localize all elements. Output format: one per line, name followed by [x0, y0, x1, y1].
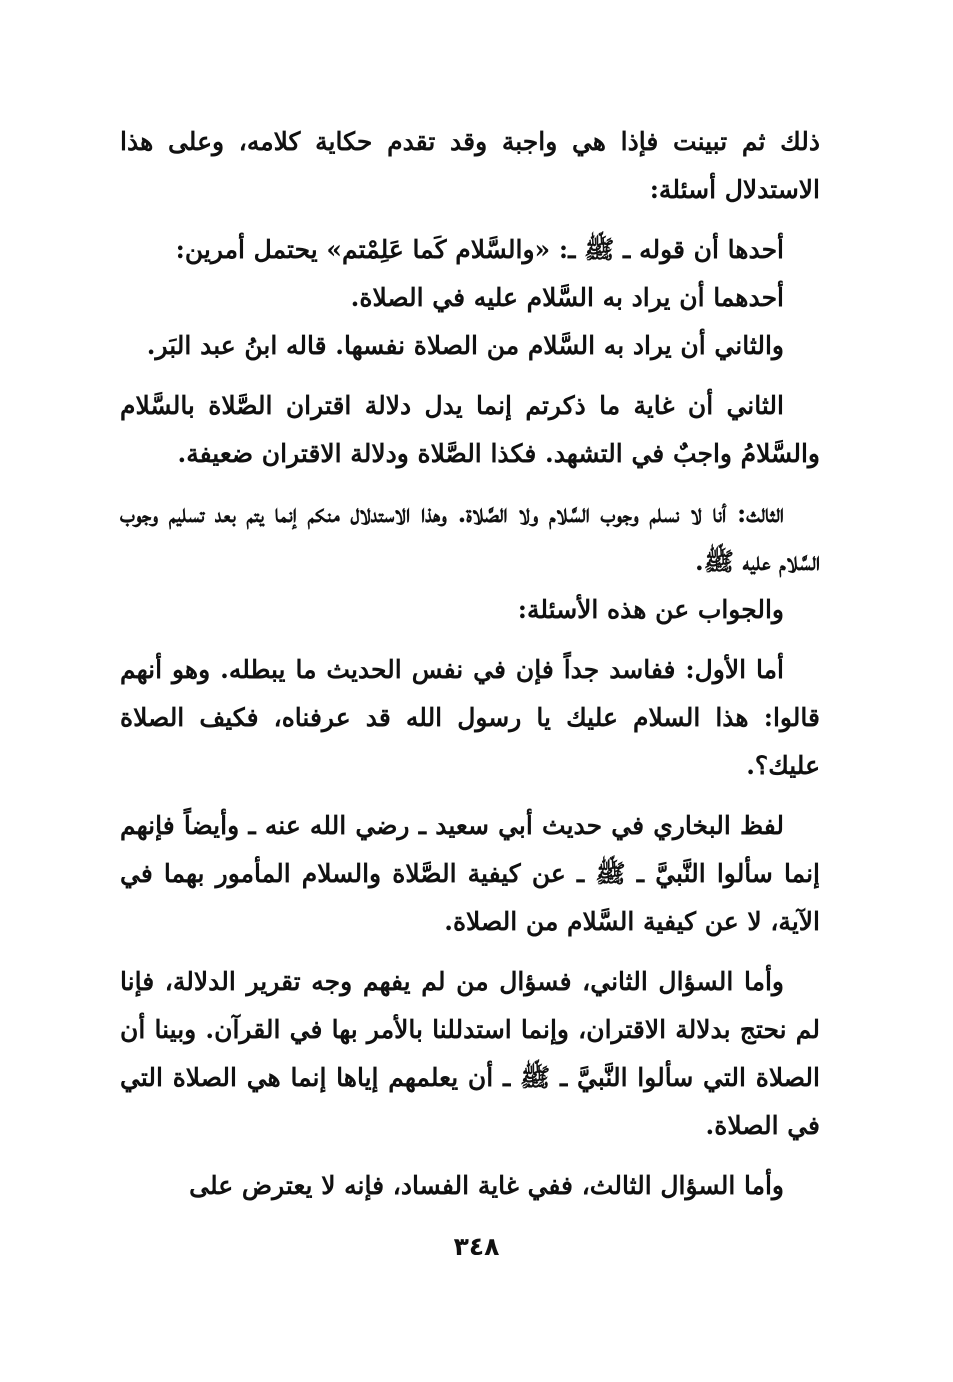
paragraph-objection-1-option-1: أحدهما أن يراد به السَّلام عليه في الصلاة.: [350, 283, 784, 312]
paragraph-objection-3: الثالث: أنا لا نسلم وجوب السَّلام ولا الصَّلاة. وهذا الاستدلال منكم إنما يتم بعد تسليم وجوب السَّلام عليه ﷺ.: [120, 499, 820, 576]
page-number: ٣٤٨: [453, 1232, 500, 1261]
paragraph-answer-heading: والجواب عن هذه الأسئلة:: [517, 595, 784, 624]
paragraph-bukhari: لفظ البخاري في حديث أبي سعيد ـ رضي الله عنه ـ وأيضاً فإنهم إنما سألوا النَّبيَّ ـ ﷺ ـ عن كيفية الصَّلاة والسلام المأمور بهما في الآية، لا عن كيفية السَّلام من الصلاة.: [120, 811, 820, 936]
paragraph-objection-2: الثاني أن غاية ما ذكرتم إنما يدل دلالة اقتران الصَّلاة بالسَّلام والسَّلامُ واجبٌ في التشهد. فكذا الصَّلاة ودلالة الاقتران ضعيفة.: [120, 391, 820, 468]
paragraph-intro: ذلك ثم تبينت فإذا هي واجبة وقد تقدم حكاية كلامه، وعلى هذا الاستدلال أسئلة:: [120, 127, 820, 204]
paragraph-objection-1: أحدها أن قوله ـ ﷺ ـ: «والسَّلام كَما عَلِمْتم» يحتمل أمرين:: [175, 235, 784, 264]
page-body: [120, 118, 820, 1222]
paragraph-objection-1-option-2: والثاني أن يراد به السَّلام من الصلاة نفسها. قاله ابنُ عبد البَر.: [146, 331, 784, 360]
paragraph-answer-3: وأما السؤال الثالث، ففي غاية الفساد، فإنه لا يعترض على: [189, 1171, 784, 1200]
paragraph-answer-1: أما الأول: ففاسد جداً فإن في نفس الحديث ما يبطله. وهو أنهم قالوا: هذا السلام عليك يا رسول الله قد عرفناه، فكيف الصلاة عليك؟.: [120, 655, 820, 780]
paragraph-answer-2: وأما السؤال الثاني، فسؤال من لم يفهم وجه تقرير الدلالة، فإنا لم نحتج بدلالة الاقتران، وإنما استدللنا بالأمر بها في القرآن. وبينا أن الصلاة التي سألوا النَّبيَّ ـ ﷺ ـ أن يعلمهم إياها إنما هي الصلاة التي في الصلاة.: [120, 967, 820, 1140]
